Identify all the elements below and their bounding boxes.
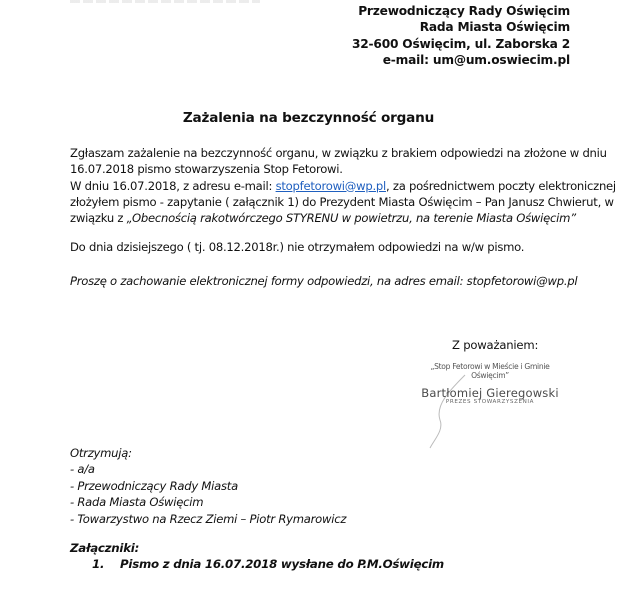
recipient-item: - Towarzystwo na Rzecz Ziemi – Piotr Rymarowicz [70, 511, 347, 526]
attachment-item [70, 556, 444, 572]
stamp-role: PREZES STOWARZYSZENIA [445, 399, 535, 405]
body-text-span: W dniu 16.07.2018, z adresu e-mail: [70, 178, 276, 193]
body-line [70, 178, 616, 194]
body-line [70, 210, 590, 226]
attachments-list [70, 540, 444, 573]
body-text-span: związku z [70, 211, 127, 226]
document-title: Zażalenia na bezczynność organu [182, 110, 435, 126]
email-link[interactable]: stopfetorowi@wp.pl [275, 178, 386, 193]
stamp-org: „Stop Fetorowi w Mieście i Gminie [430, 362, 550, 371]
quoted-subject: „Obecnością rakotwórczego STYRENU w powietrzu, na terenie Miasta Oświęcim” [126, 211, 576, 226]
addressee-line: 32-600 Oświęcim, ul. Zaborska 2 [352, 36, 570, 51]
addressee-block [352, 3, 570, 69]
addressee-line: Przewodniczący Rady Oświęcim [358, 4, 570, 18]
status-paragraph: Do dnia dzisiejszego ( tj. 08.12.2018r.) nie otrzymałem odpowiedzi na w/w pismo. [70, 240, 525, 254]
recipient-item: - a/a [70, 462, 95, 477]
body-line: złożyłem pismo - zapytanie ( załącznik 1) do Prezydent Miasta Oświęcim – Pan Janusz Chwierut, w [70, 194, 614, 209]
recipient-item: - Przewodniczący Rady Miasta [70, 478, 238, 493]
stamp-name: Bartłomiej Gieregowski [421, 386, 559, 400]
signature-stamp [415, 362, 565, 405]
recipient-item: - Rada Miasta Oświęcim [70, 495, 204, 510]
stamp-org: Oświęcim” [471, 371, 509, 380]
body-line: 16.07.2018 pismo stowarzyszenia Stop Fetorowi. [70, 162, 343, 177]
attachment-number: 1. [92, 557, 105, 572]
body-paragraph [70, 145, 616, 226]
closing-salutation: Z poważaniem: [452, 338, 539, 352]
addressee-line: Rada Miasta Oświęcim [419, 20, 570, 35]
recipients-heading: Otrzymują: [70, 446, 132, 460]
addressee-email: e-mail: um@um.oswiecim.pl [382, 53, 570, 68]
attachments-heading: Załączniki: [70, 541, 140, 555]
cropped-header-fragment [70, 0, 260, 3]
body-text-span: , za pośrednictwem poczty elektronicznej [385, 178, 616, 193]
attachment-text: Pismo z dnia 16.07.2018 wysłane do P.M.Oświęcim [120, 557, 444, 572]
body-line: Zgłaszam zażalenie na bezczynność organu, w związku z brakiem odpowiedzi na złożone w dniu [70, 146, 607, 160]
request-paragraph: Proszę o zachowanie elektronicznej formy odpowiedzi, na adres email: stopfetorowi@wp.pl [70, 274, 578, 288]
recipients-list [70, 445, 346, 527]
